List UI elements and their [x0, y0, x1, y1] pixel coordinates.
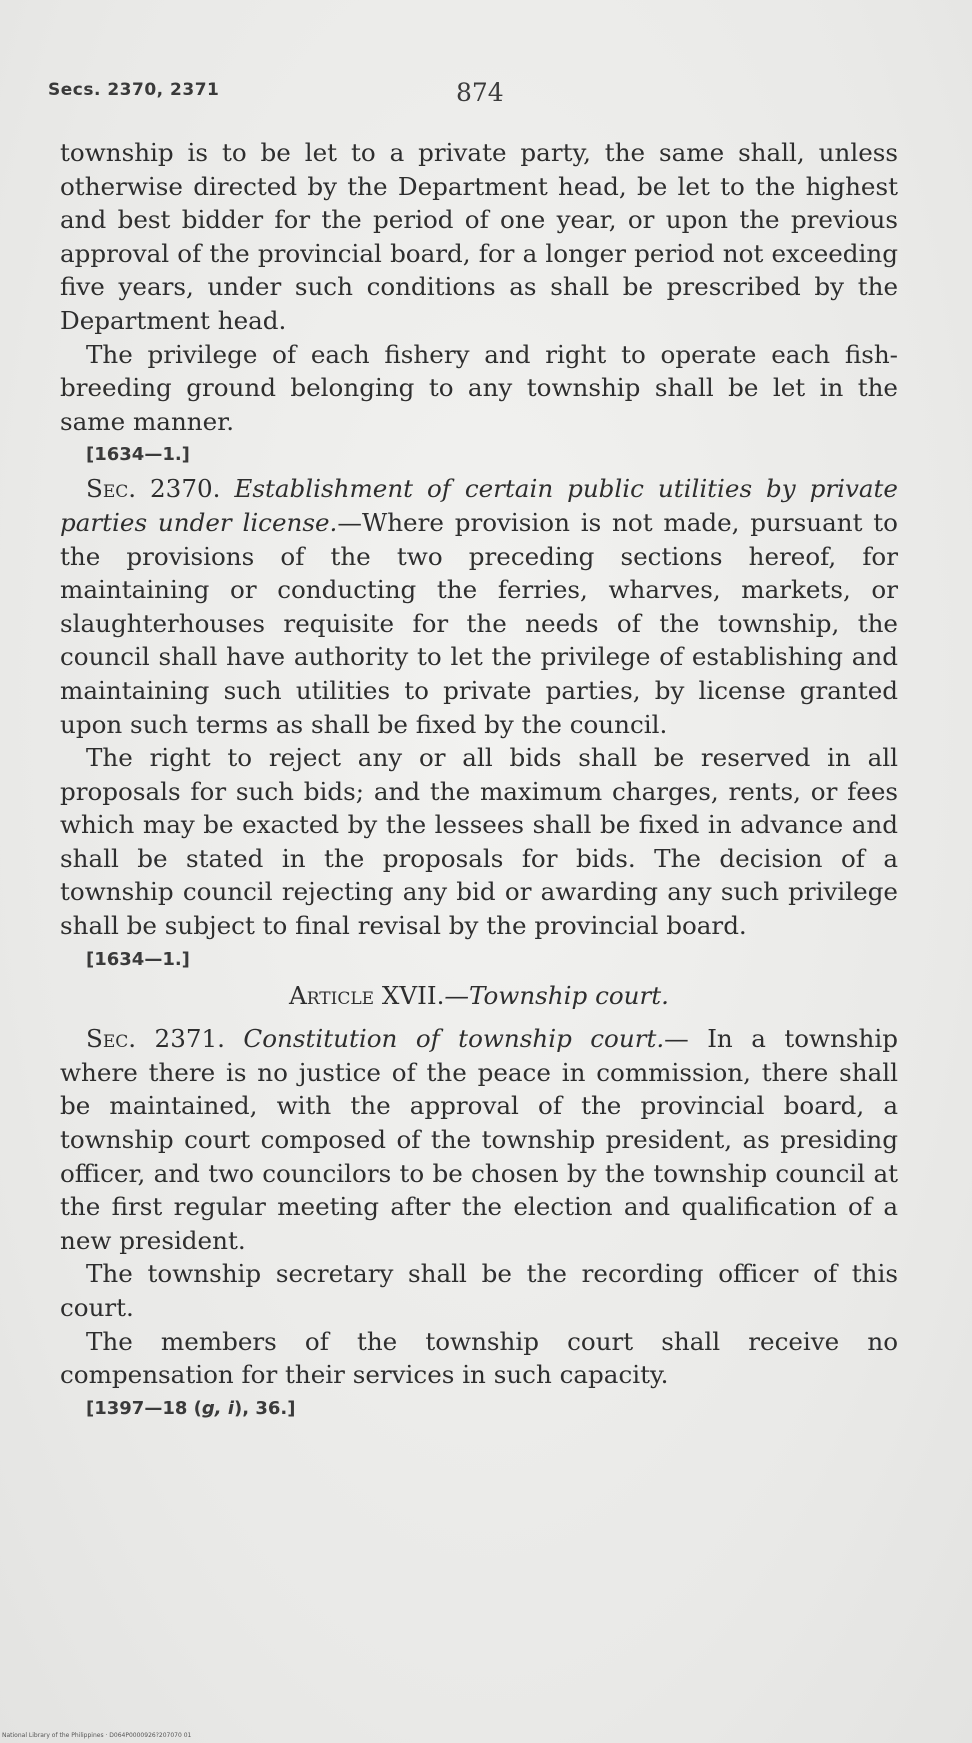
section-text: —Where provision is not made, pursuant to the provisions of the two preceding sections hereof, for maintaining or conducting the ferries, wharves, markets, or slaughterhouses requisite for the needs of the township, the council shall have authority to let the privilege of establishing and maintaining such utilities to private parties, by license granted upon such terms as shall be fixed by the council.: [60, 507, 898, 739]
citation: [1634—1.]: [86, 948, 190, 970]
page-number: 874: [456, 78, 504, 107]
section-number: 2371.: [154, 1024, 225, 1054]
article-title: —Township court.: [444, 980, 669, 1010]
section-title: Constitution of township court.: [243, 1024, 665, 1054]
section-number: 2370.: [150, 474, 221, 504]
page-header: [48, 78, 928, 118]
article-label: Article XVII.: [289, 980, 445, 1010]
section-label: Sec.: [86, 1024, 137, 1054]
paragraph-continued: township is to be let to a private party, the same shall, unless otherwise directed by the Department head, be let to the highest and best bidder for the period of one year, or upon the previous approval of the provincial board, for a longer period not exceeding five years, under such conditions as shall be prescribed by the Department head.: [60, 138, 898, 335]
section-label: Sec.: [86, 474, 137, 504]
section-2370: [60, 472, 898, 741]
section-2371: [60, 1022, 898, 1257]
paragraph-secretary: The township secretary shall be the recording officer of this court.: [60, 1259, 898, 1322]
article-heading: [60, 977, 898, 1023]
citation: [1397—18 (g, i), 36.]: [86, 1397, 296, 1419]
paragraph-bids: The right to reject any or all bids shall be reserved in all proposals for such bids; and the maximum charges, rents, or fees which may be exacted by the lessees shall be fixed in advance and shall be stated in the proposals for bids. The decision of a township council rejecting any bid or awarding any such privilege shall be subject to final revisal by the provincial board.: [60, 743, 898, 941]
paragraph-fishery: The privilege of each fishery and right to operate each fish-breeding ground belonging to any township shall be let in the same manner.: [60, 339, 898, 436]
page-body: [60, 136, 898, 1426]
citation: [1634—1.]: [86, 444, 190, 466]
section-title: Establishment of certain public utilities by private parties under license.: [60, 474, 898, 537]
section-text: — In a township where there is no justice of the peace in commission, there shall be maintained, with the approval of the provincial board, a township court composed of the township president, as presiding officer, and two councilors to be chosen by the township council at the first regular meeting after the election and qualification of a new president.: [60, 1024, 898, 1255]
paragraph-compensation: The members of the township court shall receive no compensation for their services in such capacity.: [60, 1326, 898, 1390]
scan-credit: National Library of the Philippines · D064P0000926?207070 01: [2, 1732, 192, 1739]
section-range: Secs. 2370, 2371: [48, 80, 220, 100]
